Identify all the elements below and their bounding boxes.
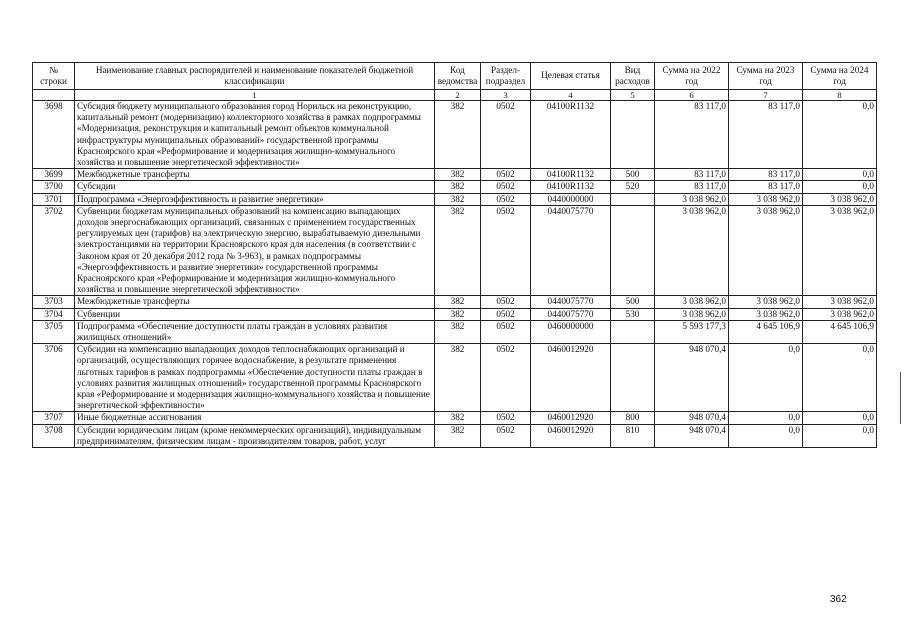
row-number-cell: 3703 [33,296,75,308]
budget-table [32,62,877,448]
row-number-cell: 3699 [33,169,75,181]
expense-type-cell [611,205,655,296]
sum-2024-cell: 0,0 [803,424,877,447]
dept-code-cell: 382 [435,205,481,296]
expense-type-cell: 810 [611,424,655,447]
column-number-row [33,90,877,101]
sum-2023-cell: 83 117,0 [729,181,803,193]
row-name-cell: Субсидия бюджету муниципального образования город Норильск на реконструкцию, капитальный ремонт (модернизацию) коллекторного хозяйства в рамках подпрограммы «Модернизация, реконструкция и капитальный ремонт объектов коммунальной инфраструктуры муниципальных образований» государственной программы Красноярского края «Реформирование и модернизация жилищно-коммунального хозяйства и повышение энергетической эффективности» [75,101,435,169]
sum-2024-cell: 3 038 962,0 [803,205,877,296]
header-section: Раздел-подраздел [481,63,531,90]
page-number: 362 [830,594,847,605]
table-row [33,169,877,181]
section-cell: 0502 [481,296,531,308]
section-cell: 0502 [481,424,531,447]
sum-2023-cell: 4 645 106,9 [729,320,803,343]
expense-type-cell: 530 [611,308,655,320]
header-sum-2023: Сумма на 2023 год [729,63,803,90]
sum-2023-cell: 83 117,0 [729,101,803,169]
table-row [33,412,877,424]
header-row [33,63,877,90]
section-cell: 0502 [481,193,531,205]
section-cell: 0502 [481,169,531,181]
column-number: 2 [435,90,481,101]
table-row [33,205,877,296]
section-cell: 0502 [481,205,531,296]
header-dept-code: Код ведомства [435,63,481,90]
section-cell: 0502 [481,344,531,412]
column-number: 7 [729,90,803,101]
column-number: 3 [481,90,531,101]
target-item-cell: 0440075770 [531,296,611,308]
row-name-cell: Субсидии юридическим лицам (кроме некоммерческих организаций), индивидуальным предпринимателям, физическим лицам - производителям товаров, работ, услуг [75,424,435,447]
sum-2023-cell: 3 038 962,0 [729,296,803,308]
row-name-cell: Субсидии [75,181,435,193]
row-number-cell: 3707 [33,412,75,424]
sum-2024-cell: 0,0 [803,181,877,193]
sum-2022-cell: 948 070,4 [655,344,729,412]
section-cell: 0502 [481,101,531,169]
row-name-cell: Субвенции бюджетам муниципальных образований на компенсацию выпадающих доходов энергоснабжающих организаций, связанных с применением государственных регулируемых цен (тарифов) на электрическую энергию, вырабатываемую дизельными электростанциями на территории Красноярского края для населения (в соответствии с Законом края от 20 декабря 2012 года № 3-963), в рамках подпрограммы «Энергоэффективность и развитие энергетики» государственной программы Красноярского края «Реформирование и модернизация жилищно-коммунального хозяйства и повышение энергетической эффективности» [75,205,435,296]
sum-2022-cell: 83 117,0 [655,101,729,169]
sum-2022-cell: 83 117,0 [655,181,729,193]
table-row [33,101,877,169]
row-name-cell: Межбюджетные трансферты [75,296,435,308]
scan-mark [900,372,901,424]
row-name-cell: Подпрограмма «Энергоэффективность и развитие энергетики» [75,193,435,205]
table-row [33,308,877,320]
sum-2022-cell: 5 593 177,3 [655,320,729,343]
expense-type-cell: 500 [611,296,655,308]
table-row [33,320,877,343]
header-name: Наименование главных распорядителей и наименование показателей бюджетной классификации [75,63,435,90]
sum-2023-cell: 3 038 962,0 [729,205,803,296]
expense-type-cell: 500 [611,169,655,181]
section-cell: 0502 [481,181,531,193]
dept-code-cell: 382 [435,101,481,169]
target-item-cell: 04100R1132 [531,169,611,181]
target-item-cell: 0460012920 [531,412,611,424]
column-number: 1 [75,90,435,101]
row-name-cell: Субсидии на компенсацию выпадающих доходов теплоснабжающих организаций и организаций, осуществляющих горячее водоснабжение, в результате применения льготных тарифов в рамках подпрограммы «Обеспечение доступности платы граждан в условиях развития жилищных отношений» государственной программы Красноярского края «Реформирование и модернизация жилищно-коммунального хозяйства и повышение энергетической эффективности» [75,344,435,412]
sum-2024-cell: 3 038 962,0 [803,193,877,205]
column-number: 6 [655,90,729,101]
section-cell: 0502 [481,320,531,343]
row-number-cell: 3698 [33,101,75,169]
column-number: 5 [611,90,655,101]
row-name-cell: Подпрограмма «Обеспечение доступности платы граждан в условиях развития жилищных отношений» [75,320,435,343]
table-row [33,181,877,193]
expense-type-cell [611,344,655,412]
row-number-cell: 3705 [33,320,75,343]
sum-2024-cell: 3 038 962,0 [803,308,877,320]
sum-2024-cell: 3 038 962,0 [803,296,877,308]
dept-code-cell: 382 [435,193,481,205]
dept-code-cell: 382 [435,424,481,447]
expense-type-cell [611,320,655,343]
row-name-cell: Межбюджетные трансферты [75,169,435,181]
sum-2023-cell: 0,0 [729,424,803,447]
section-cell: 0502 [481,308,531,320]
dept-code-cell: 382 [435,181,481,193]
target-item-cell: 0440075770 [531,308,611,320]
header-sum-2024: Сумма на 2024 год [803,63,877,90]
section-cell: 0502 [481,412,531,424]
sum-2022-cell: 3 038 962,0 [655,193,729,205]
expense-type-cell [611,101,655,169]
sum-2022-cell: 83 117,0 [655,169,729,181]
header-expense-type: Вид расходов [611,63,655,90]
sum-2022-cell: 948 070,4 [655,424,729,447]
expense-type-cell: 520 [611,181,655,193]
table-row [33,424,877,447]
row-number-cell: 3702 [33,205,75,296]
sum-2023-cell: 3 038 962,0 [729,308,803,320]
row-name-cell: Иные бюджетные ассигнования [75,412,435,424]
sum-2024-cell: 0,0 [803,412,877,424]
header-row-number: № строки [33,63,75,90]
sum-2022-cell: 3 038 962,0 [655,205,729,296]
sum-2024-cell: 0,0 [803,344,877,412]
sum-2023-cell: 83 117,0 [729,169,803,181]
target-item-cell: 0460012920 [531,344,611,412]
row-number-cell: 3700 [33,181,75,193]
column-number [33,90,75,101]
sum-2024-cell: 0,0 [803,169,877,181]
dept-code-cell: 382 [435,320,481,343]
sum-2023-cell: 0,0 [729,344,803,412]
column-number: 4 [531,90,611,101]
expense-type-cell: 800 [611,412,655,424]
sum-2022-cell: 3 038 962,0 [655,308,729,320]
target-item-cell: 04100R1132 [531,181,611,193]
dept-code-cell: 382 [435,169,481,181]
header-target-item: Целевая статья [531,63,611,90]
target-item-cell: 0440000000 [531,193,611,205]
target-item-cell: 0460012920 [531,424,611,447]
dept-code-cell: 382 [435,344,481,412]
row-number-cell: 3706 [33,344,75,412]
row-name-cell: Субвенции [75,308,435,320]
expense-type-cell [611,193,655,205]
header-sum-2022: Сумма на 2022 год [655,63,729,90]
dept-code-cell: 382 [435,412,481,424]
row-number-cell: 3701 [33,193,75,205]
sum-2022-cell: 948 070,4 [655,412,729,424]
target-item-cell: 0460000000 [531,320,611,343]
target-item-cell: 04100R1132 [531,101,611,169]
table-row [33,296,877,308]
sum-2024-cell: 0,0 [803,101,877,169]
sum-2023-cell: 0,0 [729,412,803,424]
row-number-cell: 3708 [33,424,75,447]
target-item-cell: 0440075770 [531,205,611,296]
sum-2022-cell: 3 038 962,0 [655,296,729,308]
row-number-cell: 3704 [33,308,75,320]
table-row [33,193,877,205]
sum-2023-cell: 3 038 962,0 [729,193,803,205]
column-number: 8 [803,90,877,101]
table-row [33,344,877,412]
dept-code-cell: 382 [435,308,481,320]
dept-code-cell: 382 [435,296,481,308]
sum-2024-cell: 4 645 106,9 [803,320,877,343]
table-body [33,101,877,448]
